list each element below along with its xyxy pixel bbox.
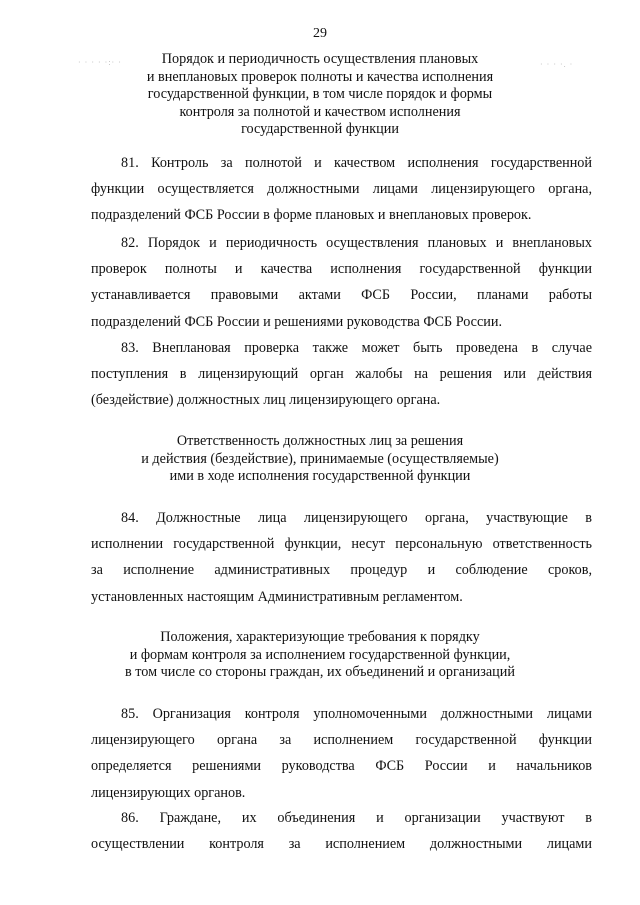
heading-line: и внеплановых проверок полноты и качества исполнения [146,68,494,85]
paragraph-line: проверок полноты и качества исполнения государственной функции [91,261,592,278]
paragraph-line: определяется решениями руководства ФСБ России и начальников [91,758,592,775]
paragraph-line: лицензирующего органа за исполнением государственной функции [91,732,592,749]
heading-line: ими в ходе исполнения государственной функции [169,468,471,484]
paragraph-line: 85. Организация контроля уполномоченными должностными лицами [121,706,592,722]
section-heading-responsibility [0,433,640,486]
paragraph-line: (бездействие) должностных лиц лицензирующего органа. [91,392,441,409]
paragraph-line: поступления в лицензирующий орган жалобы на решения или действия [91,366,592,383]
scan-artifact: · · · · ·:· · [78,58,122,67]
heading-line: контроля за полнотой и качеством исполнения [179,103,461,120]
heading-line: в том числе со стороны граждан, их объединений и организаций [125,664,515,680]
paragraph-line: функции осуществляется должностными лицами лицензирующего органа, [91,181,592,198]
heading-line: Порядок и периодичность осуществления плановых [161,51,479,67]
section-heading-inspections [0,51,640,139]
heading-line: и действия (бездействие), принимаемые (осуществляемые) [141,450,499,467]
scan-artifact: · · · ·. · [540,60,574,69]
paragraph-85 [91,701,592,806]
paragraph-line: установленных настоящим Административным регламентом. [91,588,463,605]
paragraph-line: 82. Порядок и периодичность осуществления плановых и внеплановых [121,235,592,251]
paragraph-line: осуществлении контроля за исполнением должностными лицами [91,836,592,853]
paragraph-line: 83. Внеплановая проверка также может быть проведена в случае [121,340,592,356]
page-number: 29 [313,26,327,41]
heading-line: государственной функции [241,121,399,137]
paragraph-86 [91,805,592,857]
heading-line: и формам контроля за исполнением государственной функции, [129,646,511,663]
paragraph-line: 86. Граждане, их объединения и организации участвуют в [121,810,592,826]
paragraph-line: за исполнение административных процедур и соблюдение сроков, [91,562,592,579]
paragraph-line: устанавливается правовыми актами ФСБ России, планами работы [91,287,592,304]
paragraph-line: подразделений ФСБ России в форме плановых и внеплановых проверок. [91,207,532,224]
paragraph-line: исполнении государственной функции, несут персональную ответственность [91,536,592,553]
paragraph-81 [91,150,592,229]
paragraph-84 [91,505,592,610]
paragraph-82 [91,230,592,335]
section-heading-control-requirements [0,629,640,682]
paragraph-line: лицензирующих органов. [91,784,246,801]
heading-line: Положения, характеризующие требования к порядку [160,629,480,645]
paragraph-line: подразделений ФСБ России и решениями руководства ФСБ России. [91,313,503,330]
paragraph-line: 81. Контроль за полнотой и качеством исполнения государственной [121,155,592,171]
heading-line: Ответственность должностных лиц за решения [176,433,464,449]
paragraph-line: 84. Должностные лица лицензирующего органа, участвующие в [121,510,592,526]
paragraph-83 [91,335,592,414]
heading-line: государственной функции, в том числе порядок и формы [147,86,493,102]
